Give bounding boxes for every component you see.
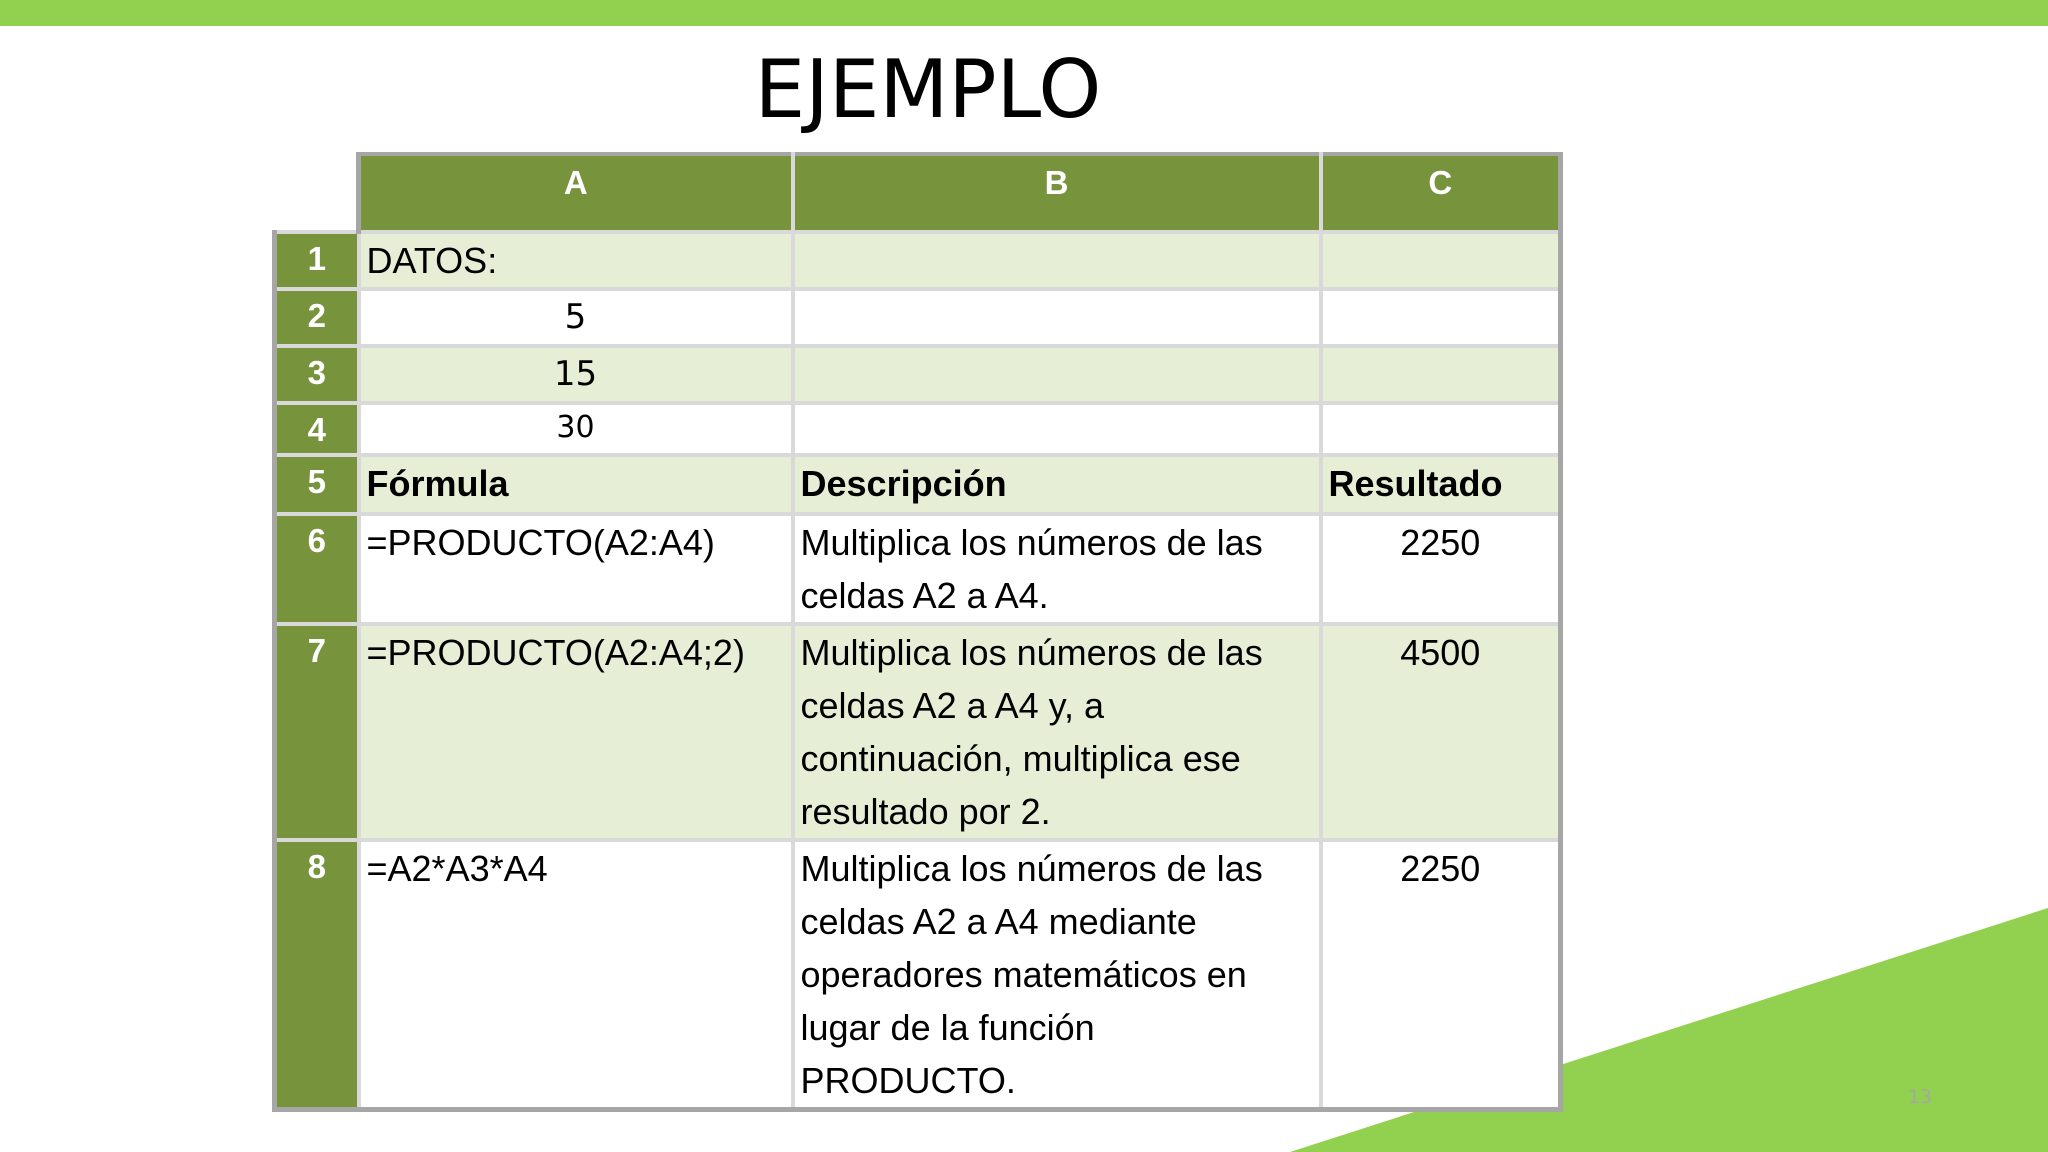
row-header-3: 3 — [275, 346, 359, 403]
cell-b5-description-header: Descripción — [793, 455, 1321, 514]
cell-c7: 4500 — [1321, 624, 1561, 840]
corner-cell — [275, 154, 359, 232]
cell-b3 — [793, 346, 1321, 403]
row-header-2: 2 — [275, 289, 359, 346]
column-header-c: C — [1321, 154, 1561, 232]
cell-b8: Multiplica los números de las celdas A2 a A4 mediante operadores matemáticos en lugar de la función PRODUCTO. — [793, 840, 1321, 1110]
row-header-6: 6 — [275, 514, 359, 624]
row-header-8: 8 — [275, 840, 359, 1110]
column-header-a: A — [359, 154, 793, 232]
cell-a5-formula-header: Fórmula — [359, 455, 793, 514]
cell-b6: Multiplica los números de las celdas A2 a A4. — [793, 514, 1321, 624]
row-header-5: 5 — [275, 455, 359, 514]
cell-c3 — [1321, 346, 1561, 403]
cell-b1 — [793, 232, 1321, 289]
page-number: 13 — [1907, 1086, 1933, 1108]
cell-a4: 30 — [359, 403, 793, 455]
slide-title: EJEMPLO — [754, 43, 1102, 136]
cell-c2 — [1321, 289, 1561, 346]
row-header-7: 7 — [275, 624, 359, 840]
cell-a6: =PRODUCTO(A2:A4) — [359, 514, 793, 624]
row-header-4: 4 — [275, 403, 359, 455]
cell-b2 — [793, 289, 1321, 346]
spreadsheet-table — [272, 152, 1563, 1112]
cell-c4 — [1321, 403, 1561, 455]
cell-c8: 2250 — [1321, 840, 1561, 1110]
cell-a2: 5 — [359, 289, 793, 346]
cell-c6: 2250 — [1321, 514, 1561, 624]
column-header-b: B — [793, 154, 1321, 232]
cell-c1 — [1321, 232, 1561, 289]
cell-a7: =PRODUCTO(A2:A4;2) — [359, 624, 793, 840]
cell-a8: =A2*A3*A4 — [359, 840, 793, 1110]
cell-a1: DATOS: — [359, 232, 793, 289]
row-header-1: 1 — [275, 232, 359, 289]
cell-b4 — [793, 403, 1321, 455]
cell-a3: 15 — [359, 346, 793, 403]
cell-c5-result-header: Resultado — [1321, 455, 1561, 514]
cell-b7: Multiplica los números de las celdas A2 a A4 y, a continuación, multiplica ese resultado por 2. — [793, 624, 1321, 840]
